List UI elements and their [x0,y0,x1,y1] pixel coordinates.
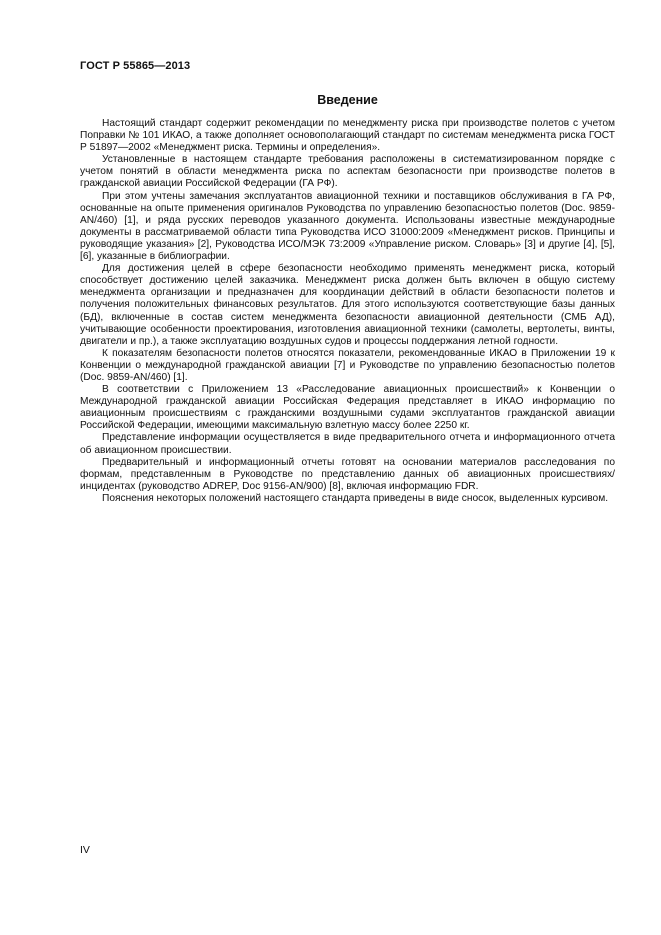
section-title: Введение [317,93,378,107]
paragraph: Настоящий стандарт содержит рекомендации по менеджменту риска при производстве полетов с учетом Поправки № 101 ИКАО, а также дополняет основополагающий стандарт по системам менеджмента риска ГОСТ Р 51897—2002 «Менеджмент риска. Термины и определения». [80,118,615,154]
paragraph: Установленные в настоящем стандарте требования расположены в систематизированном порядке с учетом понятий в области менеджмента риска по аспектам безопасности при производстве полетов в гражданской авиации Российской Федерации (ГА РФ). [80,154,615,190]
paragraph: Представление информации осуществляется в виде предварительного отчета и информационного отчета об авиационном происшествии. [80,432,615,456]
document-body [80,118,615,505]
paragraph: В соответствии с Приложением 13 «Расследование авиационных происшествий» к Конвенции о Международной гражданской авиации Российская Федерация представляет в ИКАО информацию по авиационным происшествиям с гражданскими воздушными судами эксплуатантов гражданской авиации Российской Федерации, имеющими максимальную взлетную массу более 2250 кг. [80,384,615,432]
document-code-header: ГОСТ Р 55865—2013 [80,60,191,72]
paragraph: К показателям безопасности полетов относятся показатели, рекомендованные ИКАО в Приложении 19 к Конвенции о международной гражданской авиации [7] и Руководстве по управлению безопасностью полетов (Doc. 9859-AN/460) [1]. [80,347,615,383]
paragraph: При этом учтены замечания эксплуатантов авиационной техники и поставщиков обслуживания в ГА РФ, основанные на опыте применения оригиналов Руководства по управлению безопасностью полетов (Doc. 9859-AN/460) [1], и ряда русских переводов указанного документа. Использованы известные международные документы в рассматриваемой области типа Руководства ИСО 31000:2009 «Менеджмент рисков. Принципы и руководящие указания» [2], Руководства ИСО/МЭК 73:2009 «Управление риском. Словарь» [3] и другие [4], [5], [6], указанные в библиографии. [80,190,615,263]
paragraph: Для достижения целей в сфере безопасности необходимо применять менеджмент риска, который способствует достижению целей заказчика. Менеджмент риска должен быть включен в общую систему менеджмента организации и предназначен для координации действий в области безопасности полетов и получения положительных финансовых результатов. Для этого используются соответствующие базы данных (БД), включенные в состав систем менеджмента безопасности авиационной деятельности (СМБ АД), учитывающие особенности проектирования, изготовления авиационной техники (самолеты, вертолеты, винты, двигатели и пр.), а также эксплуатацию воздушных судов и процессы поддержания летной годности. [80,263,615,347]
paragraph: Предварительный и информационный отчеты готовят на основании материалов расследования по формам, представленным в Руководстве по представлению данных об авиационных происшествиях/инцидентах (руководство ADREP, Doc 9156-AN/900) [8], включая информацию FDR. [80,456,615,492]
page-number: IV [80,844,90,856]
paragraph: Пояснения некоторых положений настоящего стандарта приведены в виде сносок, выделенных курсивом. [102,492,609,504]
